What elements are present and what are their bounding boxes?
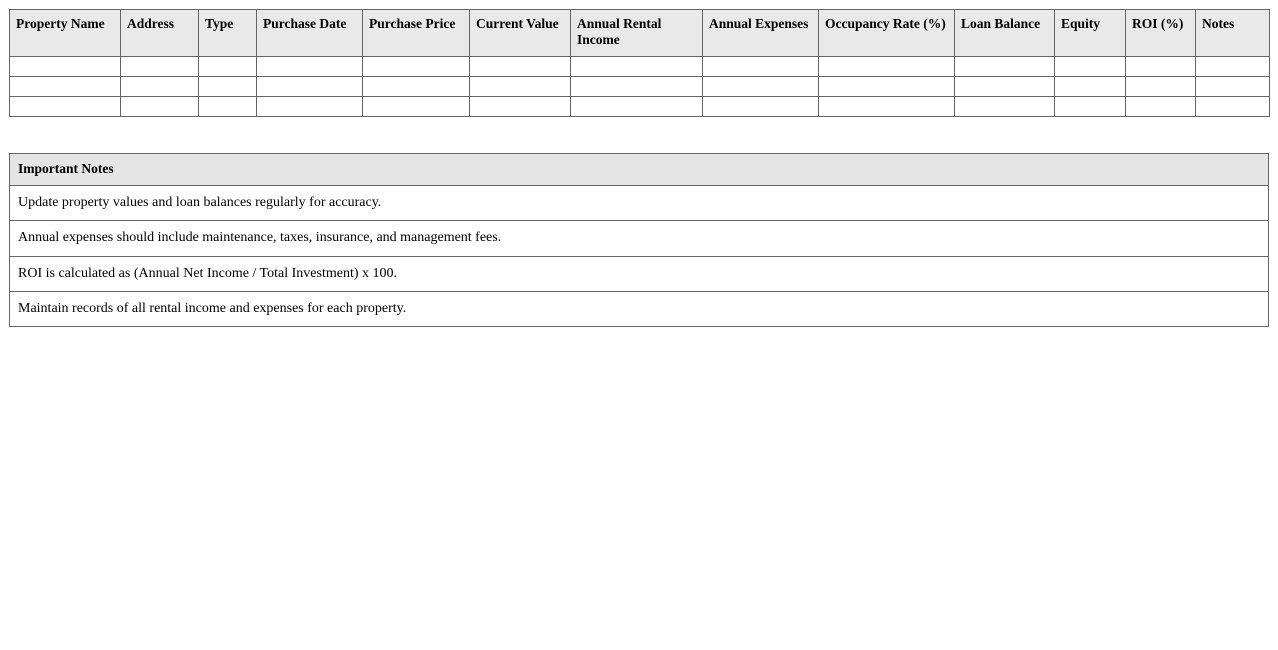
column-header-purchase-price: Purchase Price — [363, 10, 470, 57]
cell-purchase-date[interactable] — [257, 76, 363, 96]
list-item — [10, 221, 1269, 256]
cell-notes[interactable] — [1196, 76, 1270, 96]
list-item — [10, 256, 1269, 291]
cell-purchase-price[interactable] — [363, 76, 470, 96]
cell-property-name[interactable] — [10, 76, 121, 96]
cell-occupancy-rate[interactable] — [819, 96, 955, 116]
column-header-occupancy-rate: Occupancy Rate (%) — [819, 10, 955, 57]
cell-property-name[interactable] — [10, 96, 121, 116]
cell-current-value[interactable] — [470, 56, 571, 76]
cell-roi[interactable] — [1126, 56, 1196, 76]
important-notes-section — [9, 153, 1269, 327]
notes-header-row — [10, 153, 1269, 185]
cell-address[interactable] — [121, 76, 199, 96]
table-row[interactable] — [10, 96, 1270, 116]
table-row[interactable] — [10, 56, 1270, 76]
cell-notes[interactable] — [1196, 56, 1270, 76]
note-text: Annual expenses should include maintenance, taxes, insurance, and management fees. — [10, 221, 1269, 256]
cell-annual-rental-income[interactable] — [571, 96, 703, 116]
cell-annual-rental-income[interactable] — [571, 56, 703, 76]
cell-annual-expenses[interactable] — [703, 76, 819, 96]
column-header-current-value: Current Value — [470, 10, 571, 57]
important-notes-table — [9, 153, 1269, 327]
note-text: Maintain records of all rental income and expenses for each property. — [10, 291, 1269, 326]
cell-purchase-price[interactable] — [363, 56, 470, 76]
cell-annual-expenses[interactable] — [703, 56, 819, 76]
column-header-equity: Equity — [1055, 10, 1126, 57]
column-header-address: Address — [121, 10, 199, 57]
column-header-property-name: Property Name — [10, 10, 121, 57]
cell-address[interactable] — [121, 56, 199, 76]
column-header-annual-rental-income: Annual Rental Income — [571, 10, 703, 57]
cell-purchase-date[interactable] — [257, 56, 363, 76]
column-header-loan-balance: Loan Balance — [955, 10, 1055, 57]
table-header-row — [10, 10, 1270, 57]
cell-equity[interactable] — [1055, 96, 1126, 116]
column-header-purchase-date: Purchase Date — [257, 10, 363, 57]
column-header-notes: Notes — [1196, 10, 1270, 57]
cell-type[interactable] — [199, 96, 257, 116]
cell-roi[interactable] — [1126, 76, 1196, 96]
cell-type[interactable] — [199, 56, 257, 76]
column-header-roi: ROI (%) — [1126, 10, 1196, 57]
cell-roi[interactable] — [1126, 96, 1196, 116]
cell-annual-expenses[interactable] — [703, 96, 819, 116]
table-row[interactable] — [10, 76, 1270, 96]
cell-equity[interactable] — [1055, 76, 1126, 96]
cell-occupancy-rate[interactable] — [819, 76, 955, 96]
cell-current-value[interactable] — [470, 76, 571, 96]
cell-loan-balance[interactable] — [955, 56, 1055, 76]
cell-address[interactable] — [121, 96, 199, 116]
property-portfolio-table — [9, 9, 1270, 117]
cell-loan-balance[interactable] — [955, 76, 1055, 96]
column-header-annual-expenses: Annual Expenses — [703, 10, 819, 57]
cell-purchase-price[interactable] — [363, 96, 470, 116]
cell-current-value[interactable] — [470, 96, 571, 116]
cell-purchase-date[interactable] — [257, 96, 363, 116]
cell-type[interactable] — [199, 76, 257, 96]
cell-occupancy-rate[interactable] — [819, 56, 955, 76]
cell-loan-balance[interactable] — [955, 96, 1055, 116]
cell-property-name[interactable] — [10, 56, 121, 76]
cell-annual-rental-income[interactable] — [571, 76, 703, 96]
list-item — [10, 186, 1269, 221]
cell-equity[interactable] — [1055, 56, 1126, 76]
list-item — [10, 291, 1269, 326]
column-header-type: Type — [199, 10, 257, 57]
note-text: Update property values and loan balances regularly for accuracy. — [10, 186, 1269, 221]
notes-header-label: Important Notes — [10, 153, 1269, 185]
cell-notes[interactable] — [1196, 96, 1270, 116]
note-text: ROI is calculated as (Annual Net Income / Total Investment) x 100. — [10, 256, 1269, 291]
